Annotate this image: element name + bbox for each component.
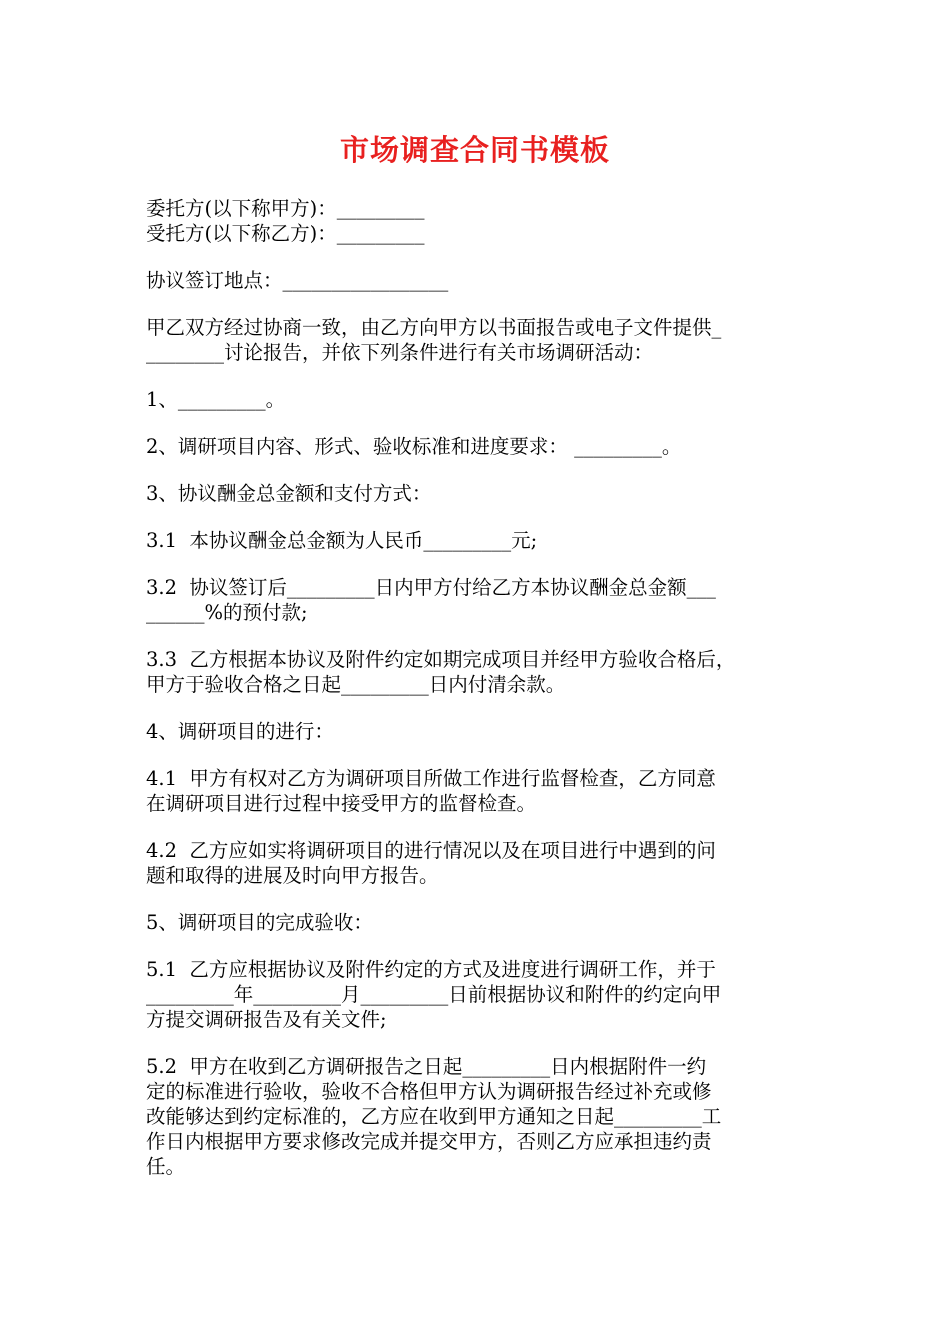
contractor-party-line: 受托方(以下称乙方)：_________ xyxy=(146,222,425,245)
clause-3-2-line-1: 3.2 协议签订后_________日内甲方付给乙方本协议酬金总金额___ xyxy=(146,576,716,599)
clause-3-3-line-1: 3.3 乙方根据本协议及附件约定如期完成项目并经甲方验收合格后， xyxy=(146,648,736,671)
clause-5-2-line-1: 5.2 甲方在收到乙方调研报告之日起_________日内根据附件一约 xyxy=(146,1055,707,1078)
clause-5-1-line-2: _________年_________月_________日前根据协议和附件的约定向甲 xyxy=(146,983,722,1006)
clause-5-heading: 5、调研项目的完成验收： xyxy=(146,911,373,934)
clause-4-2-line-1: 4.2 乙方应如实将调研项目的进行情况以及在项目进行中遇到的问 xyxy=(146,839,716,862)
clause-2: 2、调研项目内容、形式、验收标准和进度要求： _________。 xyxy=(146,435,682,458)
clause-5-1-line-1: 5.1 乙方应根据协议及附件约定的方式及进度进行调研工作，并于 xyxy=(146,958,716,981)
client-party-line: 委托方(以下称甲方)：_________ xyxy=(146,197,425,220)
clause-5-1-line-3: 方提交调研报告及有关文件; xyxy=(146,1008,387,1031)
clause-5-2-line-2: 定的标准进行验收，验收不合格但甲方认为调研报告经过补充或修 xyxy=(146,1080,712,1103)
clause-5-2-line-5: 任。 xyxy=(146,1155,186,1178)
clause-3-3-line-2: 甲方于验收合格之日起_________日内付清余款。 xyxy=(146,673,566,696)
clause-4-heading: 4、调研项目的进行： xyxy=(146,720,334,743)
clause-3-2-line-2: ______%的预付款; xyxy=(146,601,308,624)
document-title: 市场调查合同书模板 xyxy=(339,133,610,167)
clause-3-heading: 3、协议酬金总金额和支付方式： xyxy=(146,482,432,505)
signing-location-line: 协议签订地点：_________________ xyxy=(146,269,449,292)
clause-5-2-line-3: 改能够达到约定标准的，乙方应在收到甲方通知之日起_________工 xyxy=(146,1105,722,1128)
clause-4-2-line-2: 题和取得的进展及时向甲方报告。 xyxy=(146,864,439,887)
clause-4-1-line-2: 在调研项目进行过程中接受甲方的监督检查。 xyxy=(146,792,537,815)
intro-paragraph-line-2: ________讨论报告，并依下列条件进行有关市场调研活动： xyxy=(146,341,654,364)
intro-paragraph-line-1: 甲乙双方经过协商一致，由乙方向甲方以书面报告或电子文件提供_ xyxy=(146,316,722,339)
clause-5-2-line-4: 作日内根据甲方要求修改完成并提交甲方，否则乙方应承担违约责 xyxy=(146,1130,712,1153)
clause-1: 1、_________。 xyxy=(146,388,286,411)
document-body xyxy=(146,196,816,1179)
clause-3-1: 3.1 本协议酬金总金额为人民币_________元; xyxy=(146,529,538,552)
clause-4-1-line-1: 4.1 甲方有权对乙方为调研项目所做工作进行监督检查，乙方同意 xyxy=(146,767,716,790)
